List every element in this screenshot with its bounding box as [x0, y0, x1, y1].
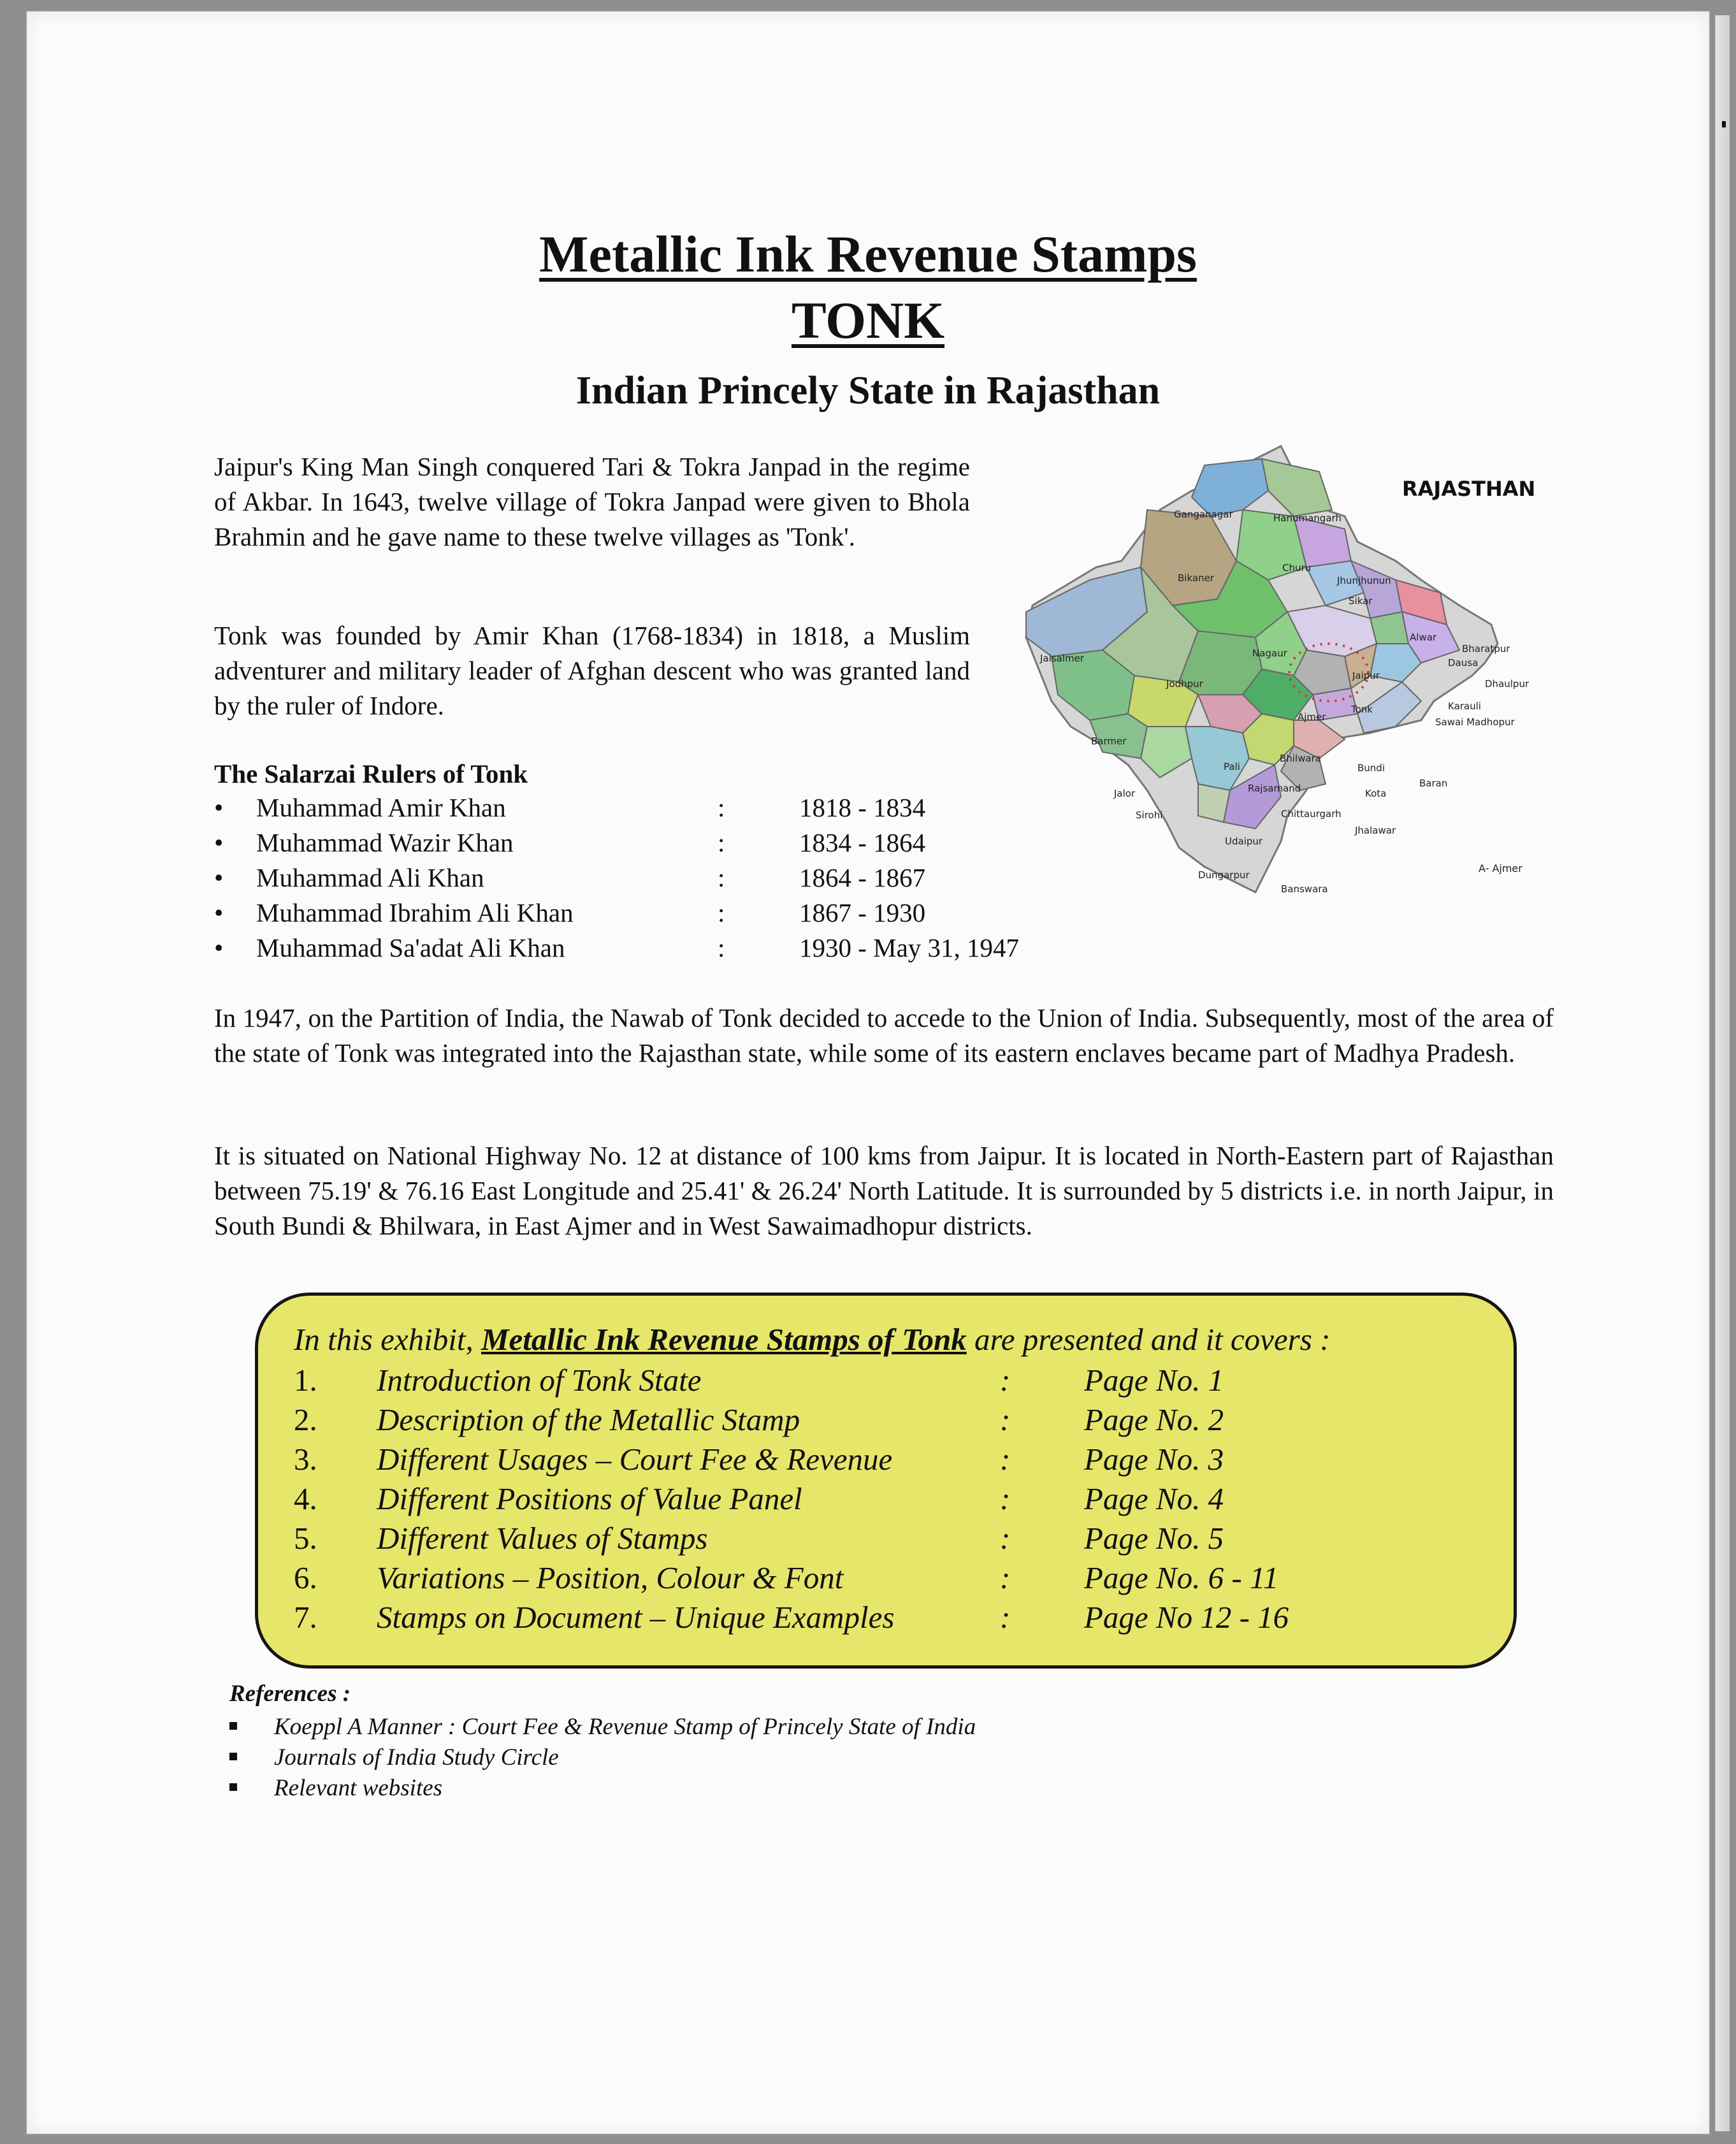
district-label: Dungarpur [1198, 869, 1250, 881]
district-label: Hanumangarh [1273, 512, 1342, 524]
reference-text: Koeppl A Manner : Court Fee & Revenue Stamp of Princely State of India [274, 1714, 976, 1740]
contents-item [294, 1520, 1492, 1560]
district-label: Jaisalmer [1040, 653, 1084, 664]
separator: : [718, 863, 725, 892]
ruler-row [214, 932, 1106, 967]
item-number: 3. [294, 1442, 317, 1477]
bullet-icon: • [214, 793, 224, 822]
district-label: Bhilwara [1280, 753, 1321, 764]
district-label: Rajsamand [1248, 783, 1301, 794]
contents-item [294, 1560, 1492, 1599]
district-label: Jaipur [1352, 670, 1380, 681]
district-label: Alwar [1410, 632, 1437, 643]
item-label: Different Positions of Value Panel [377, 1481, 802, 1516]
district-label: Bundi [1357, 762, 1385, 774]
bullet-icon: • [214, 933, 224, 962]
ruler-name: Muhammad Wazir Khan [256, 828, 514, 857]
district-label: Ajmer [1298, 711, 1326, 723]
bullet-icon: • [214, 863, 224, 892]
intro-exhibit-title: Metallic Ink Revenue Stamps of Tonk [481, 1322, 967, 1357]
item-page: Page No. 4 [1084, 1481, 1224, 1516]
reference-text: Relevant websites [274, 1775, 443, 1801]
district-label: Jalor [1114, 788, 1136, 799]
map-legend: A- Ajmer [1479, 862, 1523, 874]
district-label: Tonk [1351, 704, 1373, 715]
ruler-row [214, 827, 1106, 862]
district-label: Jodhpur [1166, 678, 1203, 690]
item-page: Page No. 6 - 11 [1084, 1560, 1279, 1595]
founding-paragraph: Tonk was founded by Amir Khan (1768-1834) in 1818, a Muslim adventurer and military leader of Afghan descent who was granted land by the ruler of Indore. [214, 621, 970, 720]
item-page: Page No. 1 [1084, 1363, 1224, 1398]
separator: : [1000, 1560, 1011, 1595]
district-label: Karauli [1448, 700, 1481, 712]
district-label: Jhalawar [1355, 825, 1396, 836]
district-label: Udaipur [1225, 836, 1263, 847]
ruler-years: 1864 - 1867 [799, 863, 926, 892]
separator: : [718, 933, 725, 962]
location-paragraph: It is situated on National Highway No. 12 at distance of 100 kms from Jaipur. It is located in North-Eastern part of Rajasthan between 75.19' & 76.16 East Longitude and 25.41' & 26.24' North Latitude. It is surrounded by 5 districts i.e. in north Jaipur, in South Bundi & Bhilwara, in East Ajmer and in West Sawaimadhopur districts. [214, 1141, 1554, 1240]
ruler-name: Muhammad Sa'adat Ali Khan [256, 933, 565, 962]
ruler-row [214, 897, 1106, 932]
ruler-years: 1930 - May 31, 1947 [799, 933, 1020, 962]
separator: : [1000, 1363, 1011, 1398]
rajasthan-map [988, 421, 1561, 943]
item-label: Different Usages – Court Fee & Revenue [377, 1442, 893, 1477]
district-label: Bharatpur [1462, 643, 1510, 655]
item-page: Page No. 3 [1084, 1442, 1224, 1477]
item-number: 1. [294, 1363, 317, 1398]
contents-item [294, 1402, 1492, 1441]
separator: : [1000, 1402, 1011, 1437]
ruler-years: 1818 - 1834 [799, 793, 926, 822]
district-label: Barmer [1091, 735, 1127, 747]
district-label: Kota [1365, 788, 1387, 799]
separator: : [1000, 1600, 1011, 1635]
district-label: Baran [1419, 778, 1448, 789]
contents-item [294, 1362, 1492, 1402]
reference-text: Journals of India Study Circle [274, 1744, 559, 1771]
item-number: 5. [294, 1521, 317, 1556]
item-label: Stamps on Document – Unique Examples [377, 1600, 895, 1635]
district-label: Dausa [1448, 657, 1479, 669]
intro-paragraph: Jaipur's King Man Singh conquered Tari & Tokra Janpad in the regime of Akbar. In 1643, twelve village of Tokra Janpad were given to Bhola Brahmin and he gave name to these twelve villages as 'Tonk'. [214, 452, 970, 551]
page-title: Metallic Ink Revenue Stamps [539, 225, 1197, 283]
item-number: 4. [294, 1481, 317, 1516]
ruler-years: 1867 - 1930 [799, 898, 926, 927]
item-label: Introduction of Tonk State [377, 1363, 702, 1398]
ruler-name: Muhammad Ali Khan [256, 863, 484, 892]
district-label: Sirohi [1136, 809, 1163, 821]
exhibit-contents-box [255, 1293, 1517, 1669]
district-label: Bikaner [1178, 572, 1214, 584]
rulers-heading: The Salarzai Rulers of Tonk [214, 759, 528, 788]
page-subtitle: TONK [792, 291, 944, 349]
item-page: Page No 12 - 16 [1084, 1600, 1289, 1635]
references-heading: References : [229, 1681, 351, 1707]
partition-paragraph: In 1947, on the Partition of India, the Nawab of Tonk decided to accede to the Union of India. Subsequently, most of the area of the state of Tonk was integrated into the Rajasthan state, while some of its eastern enclaves became part of Madhya Pradesh. [214, 1003, 1554, 1068]
contents-item [294, 1441, 1492, 1481]
map-title: RAJASTHAN [1402, 477, 1536, 501]
page-tagline: Indian Princely State in Rajasthan [575, 369, 1161, 412]
separator: : [1000, 1442, 1011, 1477]
contents-intro [294, 1321, 1330, 1358]
separator: : [718, 828, 725, 857]
bullet-square-icon [229, 1722, 237, 1730]
separator: : [718, 793, 725, 822]
item-page: Page No. 5 [1084, 1521, 1224, 1556]
district-label: Chittaurgarh [1281, 808, 1342, 820]
separator: : [718, 898, 725, 927]
ruler-name: Muhammad Amir Khan [256, 793, 506, 822]
item-label: Description of the Metallic Stamp [377, 1402, 800, 1437]
intro-text: In this exhibit, [294, 1322, 481, 1357]
separator: : [1000, 1521, 1011, 1556]
ruler-row [214, 862, 1106, 897]
bullet-square-icon [229, 1753, 237, 1760]
contents-item [294, 1599, 1492, 1639]
ruler-years: 1834 - 1864 [799, 828, 926, 857]
ruler-name: Muhammad Ibrahim Ali Khan [256, 898, 574, 927]
item-number: 6. [294, 1560, 317, 1595]
item-page: Page No. 2 [1084, 1402, 1224, 1437]
district-label: Nagaur [1252, 648, 1287, 659]
scan-mark [1722, 121, 1726, 127]
bullet-icon: • [214, 898, 224, 927]
intro-text: are presented and it covers : [966, 1322, 1331, 1357]
district-label: Dhaulpur [1485, 678, 1530, 690]
item-number: 2. [294, 1402, 317, 1437]
contents-item [294, 1481, 1492, 1520]
district-label: Pali [1224, 761, 1240, 772]
district-label: Churu [1282, 562, 1312, 574]
item-number: 7. [294, 1600, 317, 1635]
district-label: Sikar [1349, 595, 1373, 607]
ruler-row [214, 792, 1106, 827]
item-label: Variations – Position, Colour & Font [377, 1560, 844, 1595]
item-label: Different Values of Stamps [377, 1521, 708, 1556]
district-label: Ganganagar [1174, 509, 1233, 520]
district-label: Banswara [1281, 883, 1328, 895]
separator: : [1000, 1481, 1011, 1516]
district-label: Jhunjhunun [1337, 575, 1391, 586]
bullet-square-icon [229, 1783, 237, 1791]
district-label: Sawai Madhopur [1435, 716, 1515, 728]
bullet-icon: • [214, 828, 224, 857]
